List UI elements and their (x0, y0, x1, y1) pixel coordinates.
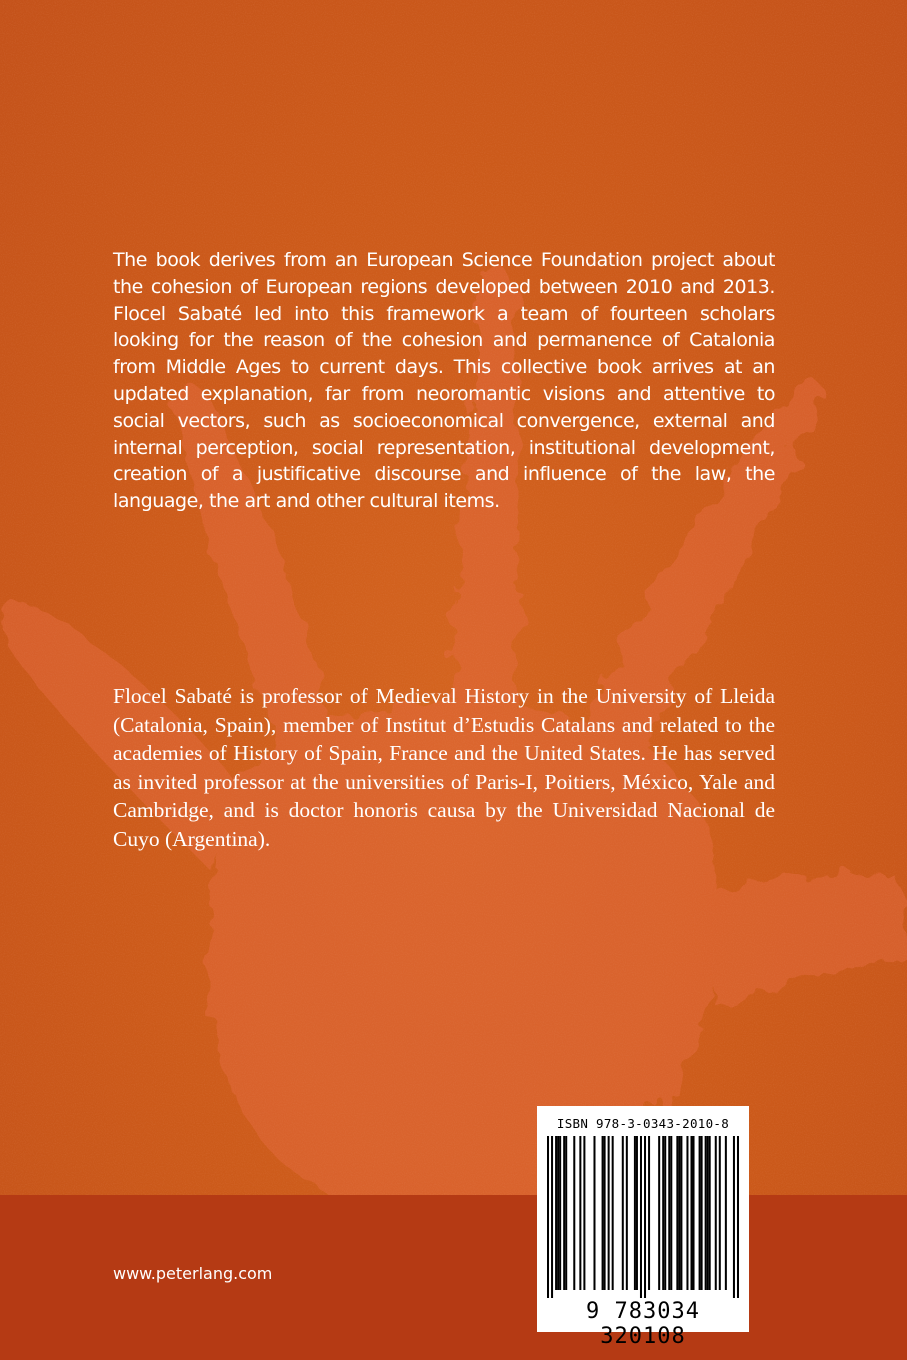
barcode-bar (678, 1136, 680, 1290)
barcode-bar (680, 1136, 682, 1290)
barcode-bar (612, 1136, 614, 1290)
barcode-bar (664, 1136, 666, 1290)
barcode-bar (701, 1136, 703, 1290)
barcode-bar (593, 1136, 595, 1290)
barcode-bar (608, 1136, 610, 1290)
barcode-bar (725, 1136, 727, 1290)
barcode-bar (707, 1136, 709, 1290)
barcode-bar (557, 1136, 559, 1290)
barcode-bar (547, 1136, 549, 1298)
book-blurb: The book derives from an European Science Foundation project about the cohesion of European regions developed between 2010 and 2013. Flocel Sabaté led into this framework a team of fourteen scholars looking for the reason of the cohesion and permanence of Catalonia from Middle Ages to current days. This collective book arrives at an updated explanation, far from neoromantic visions and attentive to social vectors, such as socioeconomical convergence, external and internal perception, social representation, institutional development, creation of a justificative discourse and influence of the law, the language, the art and other cultural items. (113, 249, 775, 513)
barcode-bar (670, 1136, 672, 1290)
barcode-bar (737, 1136, 739, 1298)
barcode-bar (634, 1136, 636, 1290)
barcode-bar (690, 1136, 692, 1290)
barcode-bar (640, 1136, 642, 1298)
publisher-website: www.peterlang.com (113, 1264, 273, 1283)
barcode-bar (622, 1136, 624, 1290)
barcode-bar (559, 1136, 561, 1290)
barcode-bar (668, 1136, 670, 1290)
barcode-bar (602, 1136, 604, 1290)
barcode-bar (699, 1136, 701, 1290)
barcode-bar (604, 1136, 606, 1290)
barcode-bar (573, 1136, 575, 1290)
isbn-label: ISBN 978-3-0343-2010-8 (556, 1116, 730, 1131)
barcode-bar (715, 1136, 717, 1290)
barcode-bar (705, 1136, 707, 1290)
barcode-bar (565, 1136, 567, 1290)
barcode-bar (626, 1136, 628, 1290)
barcode-bar (676, 1136, 678, 1290)
barcode-bar (579, 1136, 581, 1290)
barcode-bar (555, 1136, 557, 1290)
barcode-bar (648, 1136, 650, 1290)
author-bio: Flocel Sabaté is professor of Medieval History in the University of Lleida (Catalonia, Spain), member of Institut d’Estudis Catalans and related to the academies of History of Spain, France and the United States. He has served as invited professor at the universities of Paris-I, Poitiers, México, Yale and Cambridge, and is doctor honoris causa by the Universidad Nacional de Cuyo (Argentina). (113, 684, 775, 851)
ean-digits: 9 783034 320108 (586, 1299, 700, 1349)
barcode-bar (662, 1136, 664, 1290)
barcode-bar (551, 1136, 553, 1298)
barcode-bar (719, 1136, 721, 1290)
barcode-bar (583, 1136, 585, 1290)
barcode-bar (644, 1136, 646, 1298)
barcode-bar (709, 1136, 711, 1290)
barcode-bar (658, 1136, 660, 1290)
isbn-barcode (537, 1106, 749, 1349)
barcode-bar (733, 1136, 735, 1298)
barcode-bar (686, 1136, 688, 1290)
barcode-bars (547, 1136, 739, 1298)
barcode-bar (693, 1136, 695, 1290)
barcode-bar (636, 1136, 638, 1290)
barcode-bar (563, 1136, 565, 1290)
